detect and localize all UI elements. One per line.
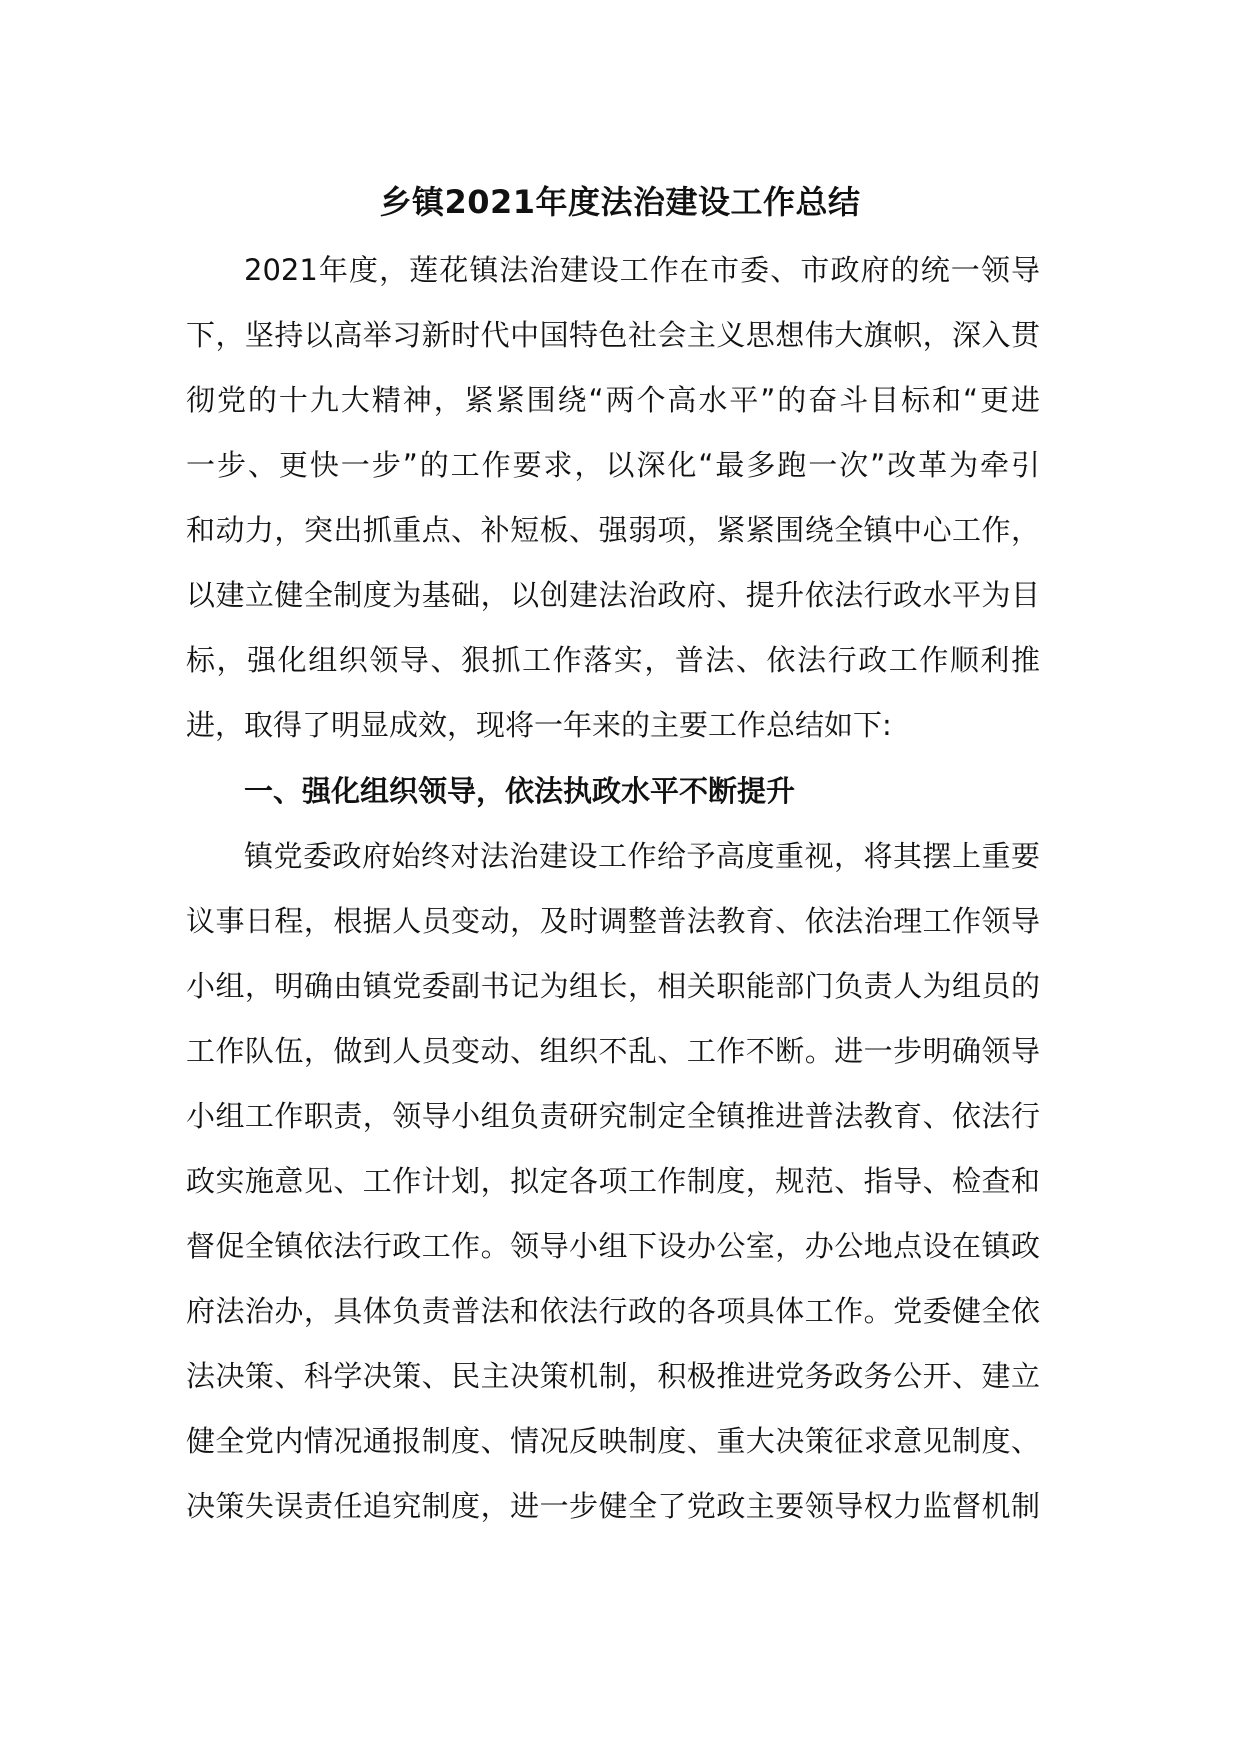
paragraph-line: 健全党内情况通报制度、情况反映制度、重大决策征求意见制度、 [186, 1424, 1040, 1458]
paragraph-line: 小组，明确由镇党委副书记为组长，相关职能部门负责人为组员的 [186, 969, 1040, 1003]
paragraph-line: 进，取得了明显成效，现将一年来的主要工作总结如下: [186, 708, 892, 742]
paragraph-line: 小组工作职责，领导小组负责研究制定全镇推进普法教育、依法行 [186, 1099, 1040, 1133]
paragraph-line: 法决策、科学决策、民主决策机制，积极推进党务政务公开、建立 [186, 1359, 1040, 1393]
paragraph-line: 标，强化组织领导、狠抓工作落实，普法、依法行政工作顺利推 [186, 643, 1040, 677]
paragraph-line: 以建立健全制度为基础，以创建法治政府、提升依法行政水平为目 [186, 578, 1040, 612]
paragraph-line: 府法治办，具体负责普法和依法行政的各项具体工作。党委健全依 [186, 1294, 1040, 1328]
paragraph-line: 决策失误责任追究制度，进一步健全了党政主要领导权力监督机制 [186, 1489, 1040, 1523]
paragraph-line: 下，坚持以高举习新时代中国特色社会主义思想伟大旗帜，深入贯 [186, 318, 1040, 352]
paragraph-line: 和动力，突出抓重点、补短板、强弱项，紧紧围绕全镇中心工作， [186, 513, 1040, 547]
paragraph-line: 一步、更快一步”的工作要求，以深化“最多跑一次”改革为牵引 [186, 448, 1040, 482]
paragraph-line: 督促全镇依法行政工作。领导小组下设办公室，办公地点设在镇政 [186, 1229, 1040, 1263]
paragraph-line: 镇党委政府始终对法治建设工作给予高度重视，将其摆上重要 [244, 839, 1040, 873]
section-heading: 一、强化组织领导，依法执政水平不断提升 [244, 774, 796, 808]
paragraph-line: 政实施意见、工作计划，拟定各项工作制度，规范、指导、检查和 [186, 1164, 1040, 1198]
paragraph-line: 彻党的十九大精神，紧紧围绕“两个高水平”的奋斗目标和“更进 [186, 383, 1040, 417]
paragraph-line: 工作队伍，做到人员变动、组织不乱、工作不断。进一步明确领导 [186, 1034, 1040, 1068]
paragraph-line: 议事日程，根据人员变动，及时调整普法教育、依法治理工作领导 [186, 904, 1040, 938]
paragraph-line: 2021年度，莲花镇法治建设工作在市委、市政府的统一领导 [244, 253, 1040, 287]
document-title: 乡镇2021年度法治建设工作总结 [379, 183, 861, 221]
